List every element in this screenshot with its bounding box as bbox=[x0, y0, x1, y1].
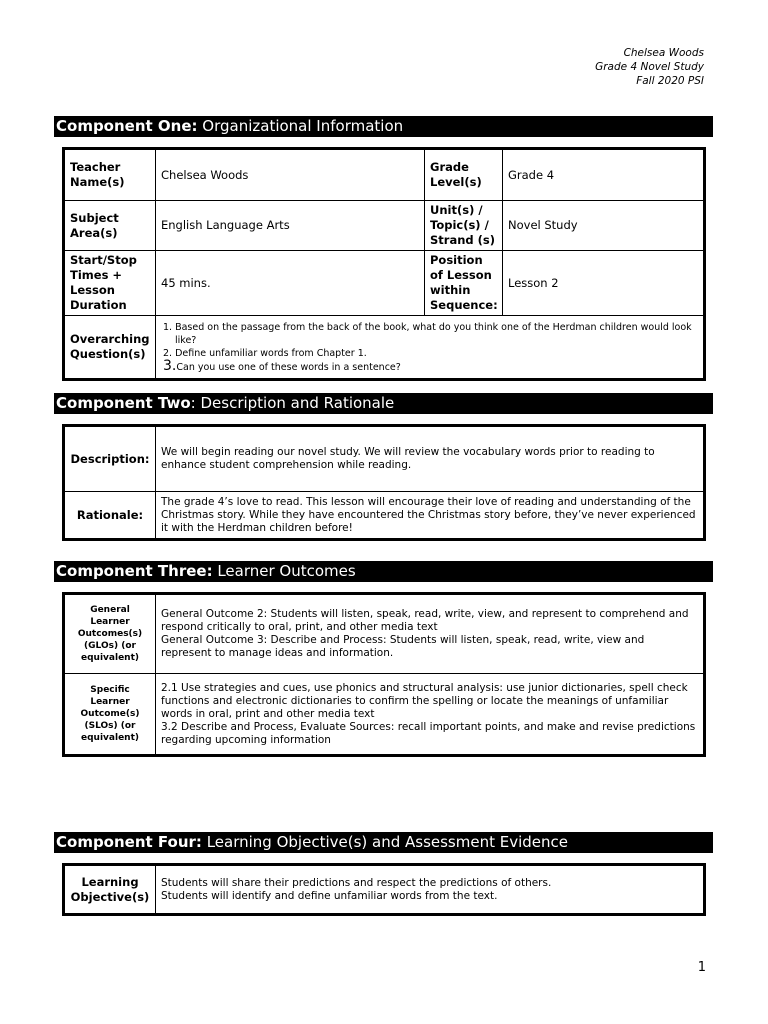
component-three-title: Component Three: Learner Outcomes bbox=[54, 561, 713, 582]
subject-label: Subject Area(s) bbox=[64, 201, 156, 251]
author-name: Chelsea Woods bbox=[623, 47, 704, 59]
glo-line-2: General Outcome 3: Describe and Process: Students will listen, speak, read, write, view and represent to manage ideas and information. bbox=[161, 634, 645, 659]
page-number: 1 bbox=[697, 960, 706, 975]
position-value: Lesson 2 bbox=[503, 251, 705, 316]
position-label: Position of Lesson within Sequence: bbox=[425, 251, 503, 316]
question-1: 1. Based on the passage from the back of the book, what do you think one of the Herdman children would look like? bbox=[163, 321, 692, 346]
grade-value: Grade 4 bbox=[503, 149, 705, 201]
times-label: Start/Stop Times + Lesson Duration bbox=[64, 251, 156, 316]
slo-line-1: 2.1 Use strategies and cues, use phonics and structural analysis: use junior dictionaries, spell check functions and electronic dictionaries to confirm the spelling or locate the meanings of unfamiliar words in oral, print and other media text bbox=[161, 681, 688, 720]
objective-line-2: Students will identify and define unfamiliar words from the text. bbox=[161, 889, 498, 902]
glo-label: General Learner Outcomes(s) (GLOs) (or equivalent) bbox=[64, 594, 156, 674]
description-value: We will begin reading our novel study. We will review the vocabulary words prior to reading to enhance student comprehension while reading. bbox=[156, 426, 705, 492]
learning-objectives-table bbox=[62, 863, 706, 916]
term-name: Fall 2020 PSI bbox=[636, 75, 704, 87]
description-label: Description: bbox=[64, 426, 156, 492]
component-four-title: Component Four: Learning Objective(s) and Assessment Evidence bbox=[54, 832, 713, 853]
unit-value: Novel Study bbox=[503, 201, 705, 251]
organizational-info-table bbox=[62, 147, 706, 381]
description-rationale-table bbox=[62, 424, 706, 541]
component-two-title: Component Two: Description and Rationale bbox=[54, 393, 713, 414]
learner-outcomes-table bbox=[62, 592, 706, 757]
objective-value bbox=[156, 865, 705, 915]
teacher-value: Chelsea Woods bbox=[156, 149, 425, 201]
rationale-label: Rationale: bbox=[64, 492, 156, 540]
slo-line-2: 3.2 Describe and Process, Evaluate Sources: recall important points, and make and revise predictions regarding upcoming information bbox=[161, 720, 696, 746]
times-value: 45 mins. bbox=[156, 251, 425, 316]
glo-line-1: General Outcome 2: Students will listen, speak, read, write, view, and represent to comprehend and respond critically to oral, print, and other media text bbox=[161, 608, 689, 633]
question-2: 2. Define unfamiliar words from Chapter 1. bbox=[163, 347, 367, 359]
page-header bbox=[595, 46, 704, 88]
subject-value: English Language Arts bbox=[156, 201, 425, 251]
course-name: Grade 4 Novel Study bbox=[595, 61, 704, 73]
grade-label: Grade Level(s) bbox=[425, 149, 503, 201]
unit-label: Unit(s) / Topic(s) / Strand (s) bbox=[425, 201, 503, 251]
glo-value bbox=[156, 594, 705, 674]
question-label: Overarching Question(s) bbox=[64, 316, 156, 380]
slo-label: Specific Learner Outcome(s) (SLOs) (or equivalent) bbox=[64, 674, 156, 756]
question-list bbox=[156, 316, 705, 380]
objective-line-1: Students will share their predictions and respect the predictions of others. bbox=[161, 876, 552, 889]
objective-label: Learning Objective(s) bbox=[64, 865, 156, 915]
rationale-value: The grade 4’s love to read. This lesson will encourage their love of reading and understanding of the Christmas story. While they have encountered the Christmas story before, they’ve never experienced it with the Herdman children before! bbox=[156, 492, 705, 540]
teacher-label: Teacher Name(s) bbox=[64, 149, 156, 201]
question-3: 3.Can you use one of these words in a sentence? bbox=[163, 357, 401, 374]
slo-value bbox=[156, 674, 705, 756]
component-one-title: Component One: Organizational Information bbox=[54, 116, 713, 137]
